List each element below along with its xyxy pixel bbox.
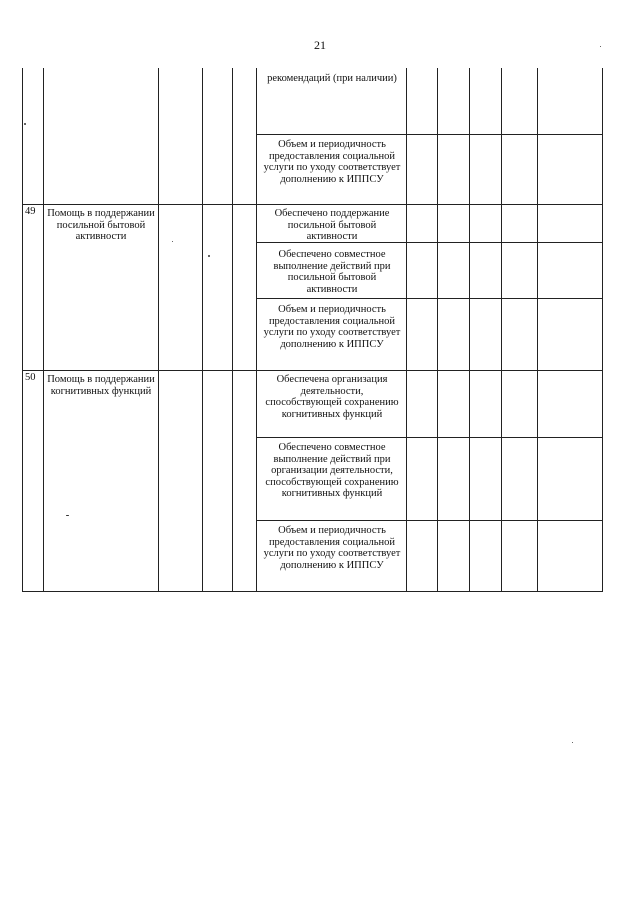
table-border-right xyxy=(602,68,603,592)
column-divider xyxy=(437,68,438,592)
table-border-left xyxy=(22,68,23,592)
column-divider xyxy=(469,68,470,592)
criteria-row-divider xyxy=(256,298,603,299)
criteria-text: Обеспечена организация деятельности, способствующей сохранению когнитивных функций xyxy=(265,374,399,420)
column-divider xyxy=(43,68,44,592)
row-divider xyxy=(22,204,603,205)
criteria-text: рекомендаций (при наличии) xyxy=(267,73,397,84)
column-divider xyxy=(256,68,257,592)
scan-speck xyxy=(208,255,210,257)
row-number: 49 xyxy=(25,206,36,217)
row-number: 50 xyxy=(25,372,36,383)
criteria-text: Обеспечено совместное выполнение действий при посильной бытовой активности xyxy=(273,249,391,295)
criteria-text: Обеспечено совместное выполнение действий при организации деятельности, способствующей сохранению когнитивных функций xyxy=(265,442,399,499)
scan-speck xyxy=(572,742,573,743)
scan-speck xyxy=(24,123,26,125)
column-divider xyxy=(501,68,502,592)
service-name: Помощь в поддержании когнитивных функций xyxy=(47,374,155,397)
column-divider xyxy=(537,68,538,592)
row-divider xyxy=(22,370,603,371)
scan-speck xyxy=(66,515,69,516)
criteria-text: Объем и периодичность предоставления социальной услуги по уходу соответствует дополнению к ИППСУ xyxy=(263,304,401,350)
service-name: Помощь в поддержании посильной бытовой активности xyxy=(47,208,155,242)
scan-speck xyxy=(600,46,601,47)
criteria-row-divider xyxy=(256,437,603,438)
criteria-row-divider xyxy=(256,134,603,135)
column-divider xyxy=(406,68,407,592)
column-divider xyxy=(232,68,233,592)
page-number: 21 xyxy=(314,38,326,52)
criteria-text: Объем и периодичность предоставления социальной услуги по уходу соответствует дополнению к ИППСУ xyxy=(263,525,401,571)
criteria-row-divider xyxy=(256,520,603,521)
column-divider xyxy=(158,68,159,592)
table-border-bottom xyxy=(22,591,603,592)
criteria-text: Обеспечено поддержание посильной бытовой активности xyxy=(274,208,390,242)
column-divider xyxy=(202,68,203,592)
criteria-text: Объем и периодичность предоставления социальной услуги по уходу соответствует дополнению к ИППСУ xyxy=(263,139,401,185)
scan-speck xyxy=(172,241,173,242)
